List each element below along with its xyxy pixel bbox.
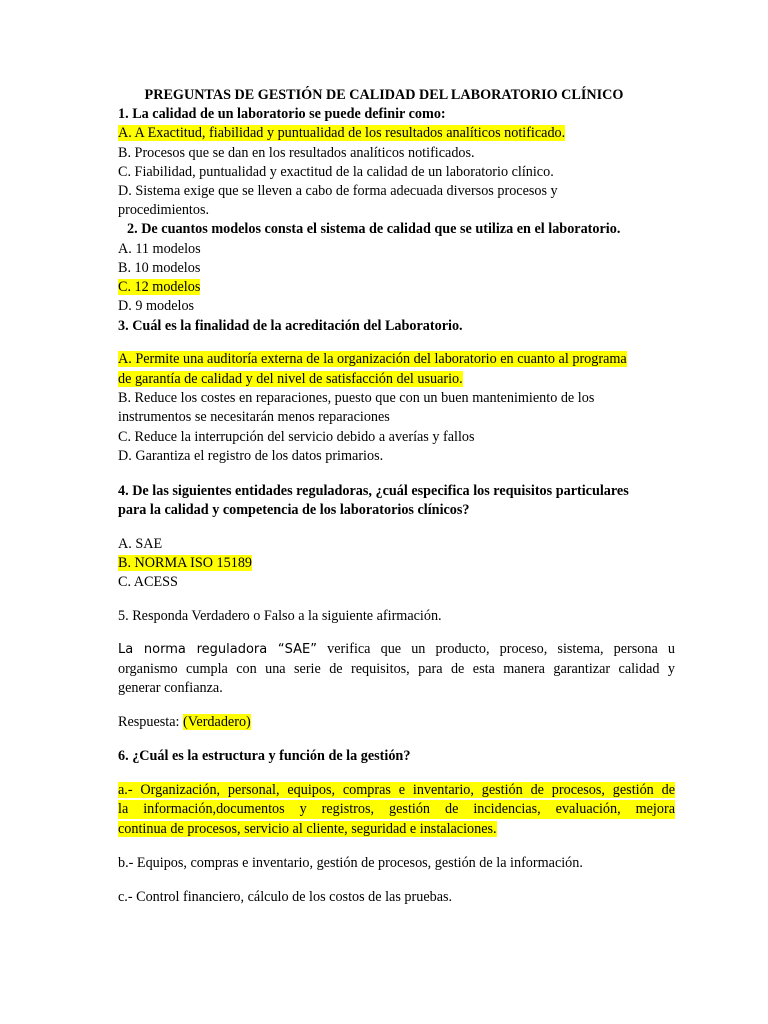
q2-question: 2. De cuantos modelos consta el sistema de calidad que se utiliza en el laboratorio.	[127, 221, 621, 237]
q5-statement-line1-a: La norma reguladora “SAE”	[118, 642, 318, 657]
q5-statement-line3: generar confianza.	[118, 680, 223, 696]
q4-option-b-text: B. NORMA ISO 15189	[118, 555, 253, 571]
q6-option-b: b.- Equipos, compras e inventario, gestión de procesos, gestión de la información.	[118, 855, 583, 871]
q4-question-line2: para la calidad y competencia de los laboratorios clínicos?	[118, 502, 470, 518]
q2-option-a: A. 11 modelos	[118, 241, 201, 257]
q6-option-a-line1-text: a.- Organización, personal, equipos, compras e inventario, gestión de procesos, gestión de	[118, 782, 675, 798]
q3-option-a-line1-text: A. Permite una auditoría externa de la organización del laboratorio en cuanto al programa	[118, 351, 627, 367]
q5-answer-value: (Verdadero)	[183, 714, 251, 730]
q1-option-a	[118, 124, 565, 143]
q5-question: 5. Responda Verdadero o Falso a la siguiente afirmación.	[118, 608, 442, 624]
q1-option-b: B. Procesos que se dan en los resultados analíticos notificados.	[118, 145, 475, 161]
q2-option-c	[118, 278, 200, 297]
q5-statement-line1	[118, 640, 675, 659]
q6-question: 6. ¿Cuál es la estructura y función de la gestión?	[118, 748, 411, 764]
q1-option-c: C. Fiabilidad, puntualidad y exactitud de la calidad de un laboratorio clínico.	[118, 164, 554, 180]
q3-option-a-line1	[118, 350, 627, 369]
q6-option-a-line1	[118, 781, 675, 800]
q6-option-a-line2: la información,documentos y registros, gestión de incidencias, evaluación, mejora	[118, 801, 675, 817]
q5-answer	[118, 713, 251, 732]
q6-option-c: c.- Control financiero, cálculo de los costos de las pruebas.	[118, 889, 453, 905]
q3-option-a-line2	[118, 370, 463, 389]
q4-option-c: C. ACESS	[118, 574, 178, 590]
q1-option-d-line2: procedimientos.	[118, 202, 210, 218]
q1-question: 1. La calidad de un laboratorio se puede definir como:	[118, 106, 446, 122]
q5-answer-label: Respuesta:	[118, 714, 184, 730]
q5-statement-line2: organismo cumpla con una serie de requisitos, para de esta manera garantizar calidad y	[118, 661, 675, 677]
q3-question: 3. Cuál es la finalidad de la acreditación del Laboratorio.	[118, 318, 463, 334]
q3-option-a-line2-text: de garantía de calidad y del nivel de satisfacción del usuario.	[118, 371, 463, 387]
q4-option-a: A. SAE	[118, 536, 163, 552]
q1-option-d-line1: D. Sistema exige que se lleven a cabo de forma adecuada diversos procesos y	[118, 183, 558, 199]
q2-option-c-text: C. 12 modelos	[118, 279, 201, 295]
q3-option-c: C. Reduce la interrupción del servicio debido a averías y fallos	[118, 429, 475, 445]
q6-option-a-line3-text: continua de procesos, servicio al cliente, seguridad e instalaciones.	[118, 821, 497, 837]
q2-option-d: D. 9 modelos	[118, 298, 195, 314]
q6-option-a-line3	[118, 820, 497, 839]
q5-statement-line1-b: verifica que un producto, proceso, sistema, persona u	[327, 641, 676, 657]
page-title: PREGUNTAS DE GESTIÓN DE CALIDAD DEL LABORATORIO CLÍNICO	[144, 87, 624, 103]
q4-option-b	[118, 554, 252, 573]
q2-option-b: B. 10 modelos	[118, 260, 201, 276]
q3-option-d: D. Garantiza el registro de los datos primarios.	[118, 448, 384, 464]
q4-question-line1: 4. De las siguientes entidades reguladoras, ¿cuál especifica los requisitos particulares	[118, 483, 629, 499]
q1-option-a-text: A. A Exactitud, fiabilidad y puntualidad de los resultados analíticos notificado.	[118, 125, 566, 141]
q3-option-b-line1: B. Reduce los costes en reparaciones, puesto que con un buen mantenimiento de los	[118, 390, 595, 406]
q3-option-b-line2: instrumentos se necesitarán menos reparaciones	[118, 409, 390, 425]
